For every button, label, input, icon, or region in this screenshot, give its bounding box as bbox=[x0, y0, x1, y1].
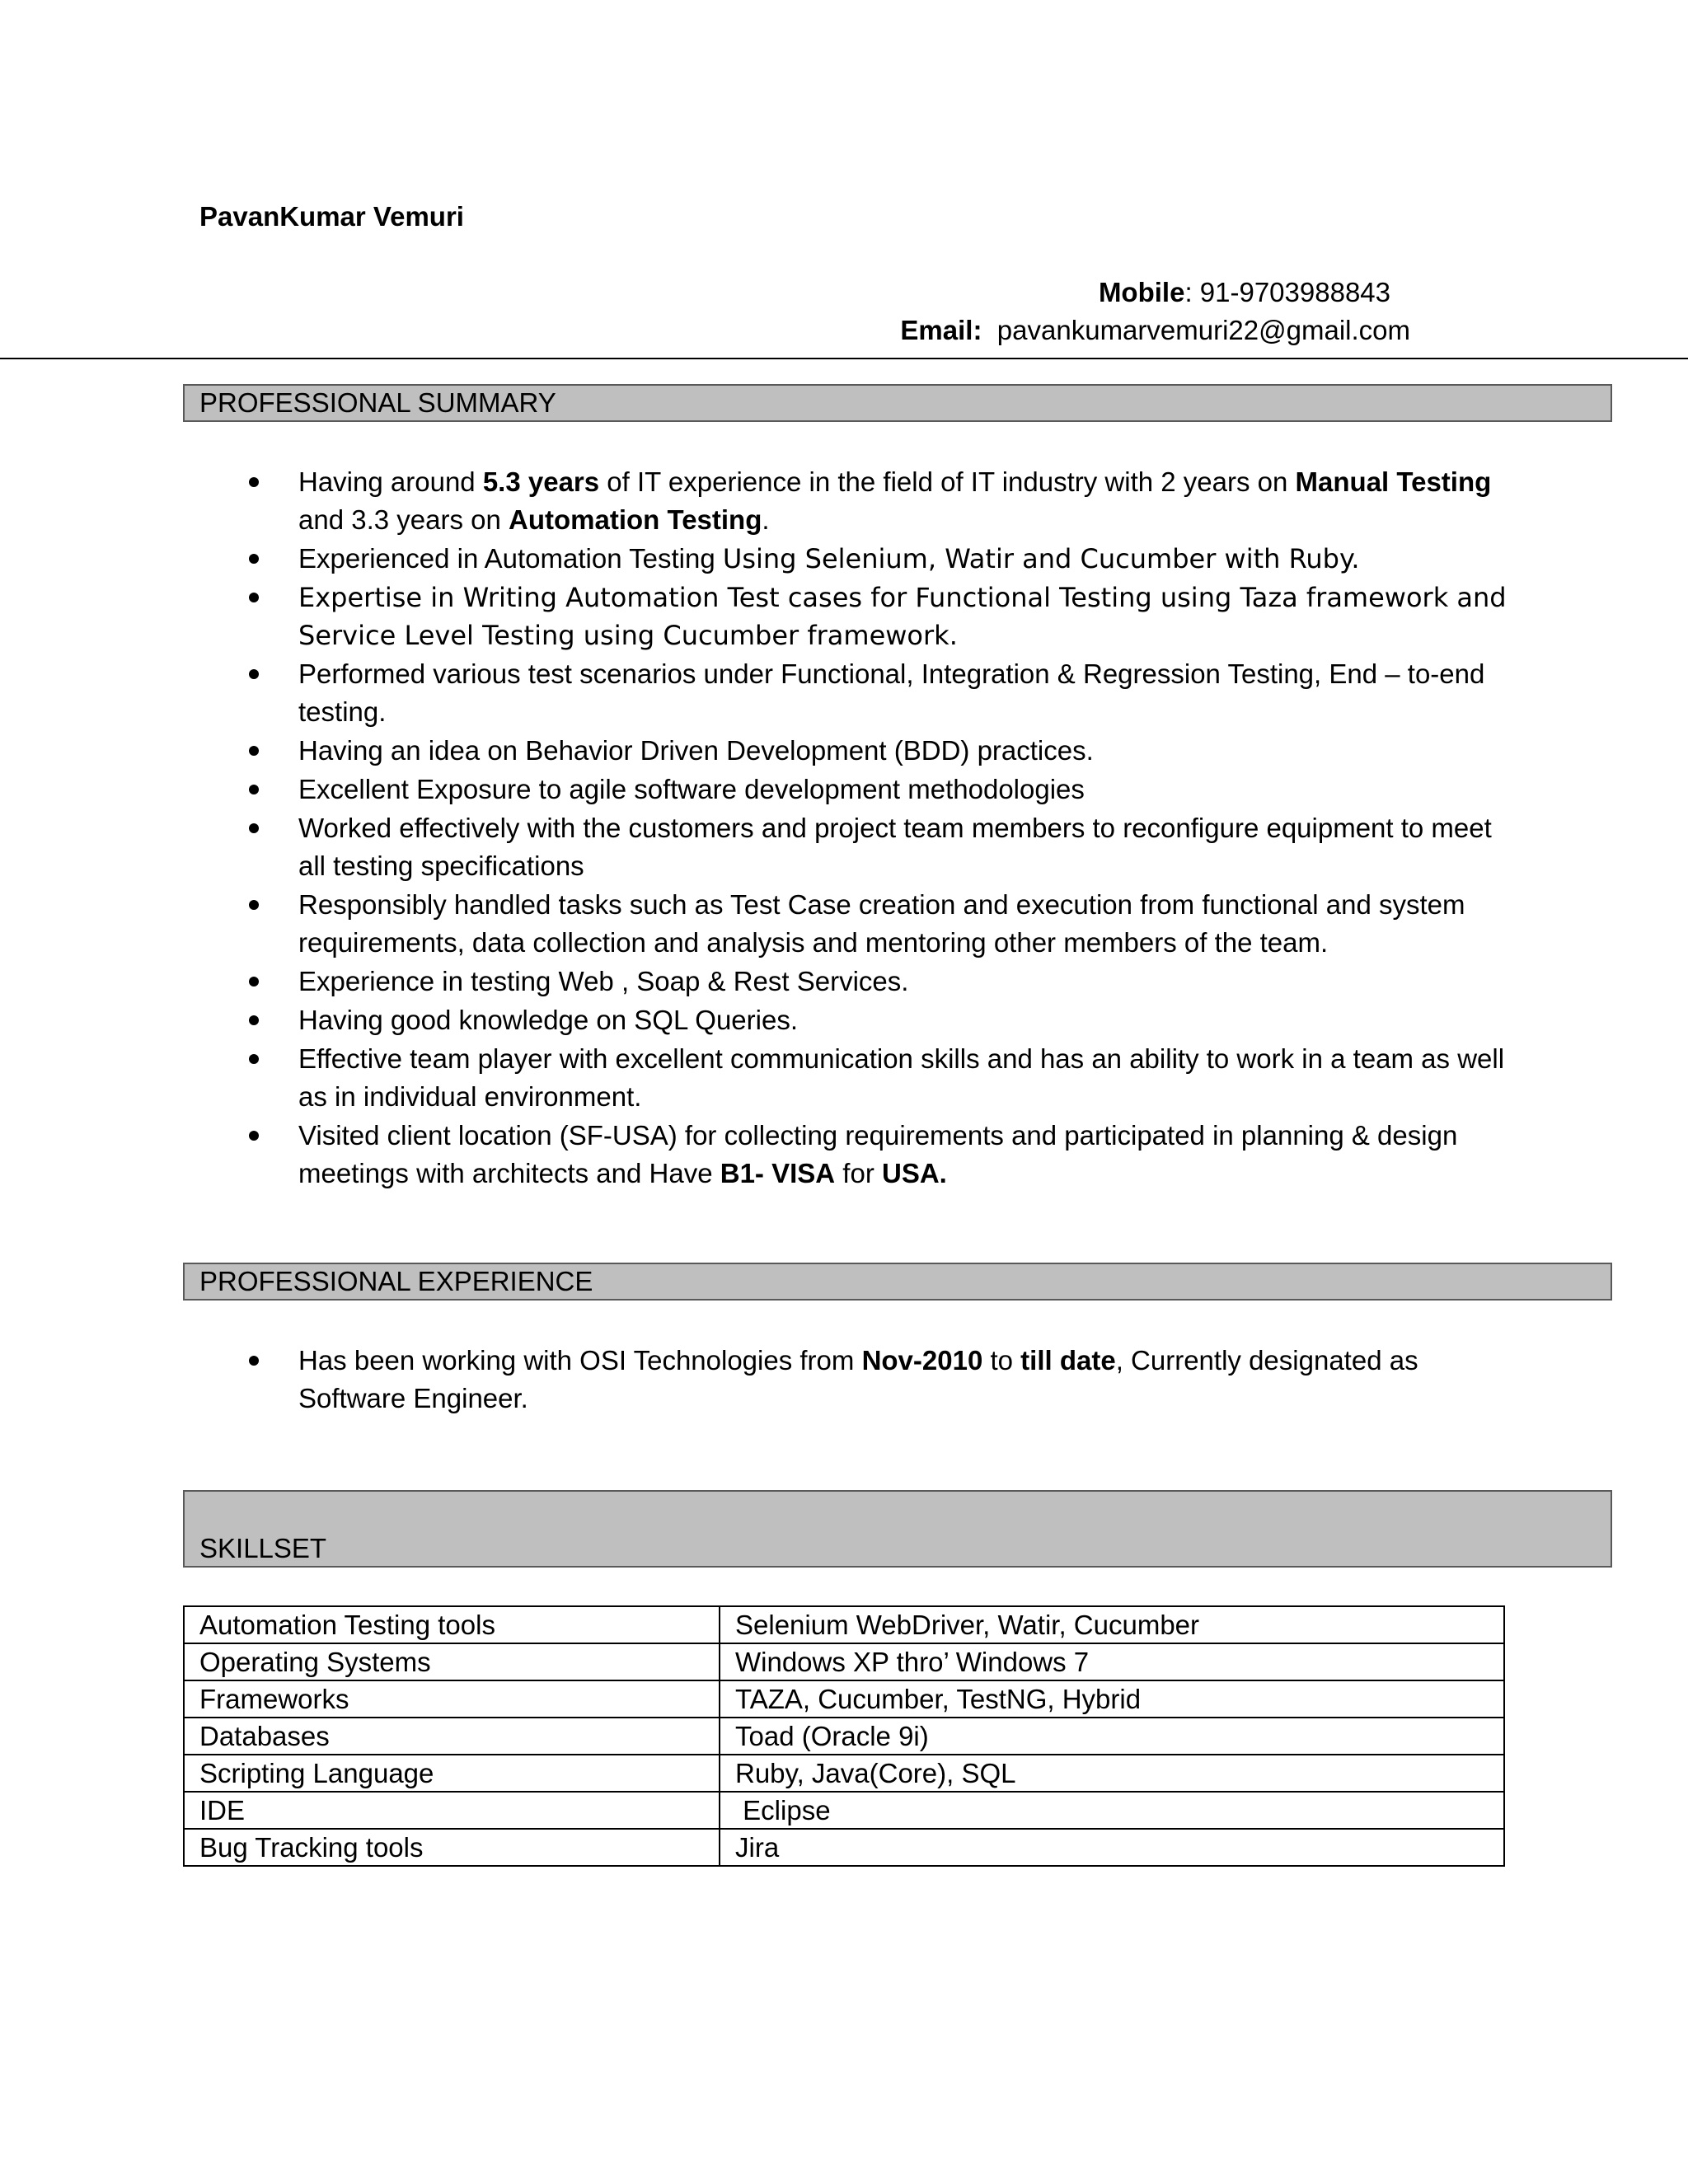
skill-value-cell: Selenium WebDriver, Watir, Cucumber bbox=[720, 1606, 1504, 1643]
table-row bbox=[184, 1792, 1504, 1829]
list-item bbox=[239, 1117, 1525, 1193]
list-item-text: Having an idea on Behavior Driven Development (BDD) practices. bbox=[298, 735, 1094, 766]
list-item bbox=[239, 1040, 1525, 1116]
list-item-text: Responsibly handled tasks such as Test Case creation and execution from functional and system requirements, data collection and analysis and mentoring other members of the team. bbox=[298, 889, 1465, 958]
list-item-text: of IT experience in the field of IT industry with 2 years on bbox=[599, 466, 1296, 497]
bullet-icon bbox=[249, 746, 259, 756]
skills-table bbox=[183, 1605, 1505, 1867]
skill-value-cell: TAZA, Cucumber, TestNG, Hybrid bbox=[720, 1680, 1504, 1718]
skill-category-cell: Bug Tracking tools bbox=[184, 1829, 720, 1866]
emphasis-text: B1- VISA bbox=[720, 1158, 836, 1188]
mobile-value: : 91-9703988843 bbox=[1184, 277, 1390, 307]
skill-value-cell: Jira bbox=[720, 1829, 1504, 1866]
skill-value-cell: Eclipse bbox=[720, 1792, 1504, 1829]
skill-category-cell: IDE bbox=[184, 1792, 720, 1829]
list-item-text: Excellent Exposure to agile software development methodologies bbox=[298, 774, 1085, 804]
skill-category-cell: Frameworks bbox=[184, 1680, 720, 1718]
bullet-icon bbox=[249, 785, 259, 794]
list-item-text: , Currently designated as Software Engineer. bbox=[298, 1345, 1418, 1413]
list-item-text: to bbox=[982, 1345, 1021, 1376]
bullet-icon bbox=[249, 669, 259, 679]
bullet-icon bbox=[249, 1356, 259, 1366]
list-item-text: Worked effectively with the customers and project team members to reconfigure equipment to meet all testing specifications bbox=[298, 813, 1492, 881]
table-row bbox=[184, 1829, 1504, 1866]
list-item bbox=[239, 463, 1525, 539]
list-item-text: Visited client location (SF-USA) for collecting requirements and participated in planning & design meetings with architects and Have bbox=[298, 1120, 1458, 1188]
contact-block bbox=[900, 274, 1410, 349]
list-item bbox=[239, 1001, 1525, 1039]
skill-value-cell: Ruby, Java(Core), SQL bbox=[720, 1755, 1504, 1792]
summary-list bbox=[239, 463, 1525, 1193]
bullet-icon bbox=[249, 1131, 259, 1141]
bullet-icon bbox=[249, 900, 259, 910]
emphasis-text: Manual Testing bbox=[1295, 466, 1492, 497]
list-item bbox=[239, 655, 1525, 731]
mobile-row bbox=[900, 274, 1390, 312]
list-item bbox=[239, 963, 1525, 1001]
email-row bbox=[900, 312, 1410, 349]
list-item bbox=[239, 1342, 1525, 1418]
list-item bbox=[239, 732, 1525, 770]
emphasis-text: till date bbox=[1020, 1345, 1116, 1376]
list-item-text: Experienced in Automation Testing bbox=[298, 543, 723, 574]
bullet-icon bbox=[249, 1015, 259, 1025]
list-item bbox=[239, 579, 1525, 654]
table-row bbox=[184, 1606, 1504, 1643]
emphasis-text: 5.3 years bbox=[482, 466, 600, 497]
mobile-label: Mobile bbox=[1098, 277, 1185, 307]
candidate-name: PavanKumar Vemuri bbox=[199, 201, 464, 232]
email-value: pavankumarvemuri22@gmail.com bbox=[982, 315, 1410, 345]
experience-list bbox=[239, 1342, 1525, 1418]
list-item-text: Performed various test scenarios under Functional, Integration & Regression Testing, End – to-end testing. bbox=[298, 658, 1485, 727]
list-item bbox=[239, 886, 1525, 962]
bullet-icon bbox=[249, 477, 259, 487]
table-row bbox=[184, 1718, 1504, 1755]
skill-category-cell: Operating Systems bbox=[184, 1643, 720, 1680]
skill-value-cell: Toad (Oracle 9i) bbox=[720, 1718, 1504, 1755]
list-item-text: Effective team player with excellent communication skills and has an ability to work in a team as well as in individual environment. bbox=[298, 1043, 1505, 1112]
header-divider bbox=[0, 358, 1688, 359]
list-item-text: Using Selenium, Watir and Cucumber with Ruby. bbox=[722, 543, 1360, 574]
bullet-icon bbox=[249, 1054, 259, 1064]
list-item bbox=[239, 540, 1525, 578]
bullet-icon bbox=[249, 554, 259, 564]
skill-value-cell: Windows XP thro’ Windows 7 bbox=[720, 1643, 1504, 1680]
list-item-text: Having around bbox=[298, 466, 483, 497]
emphasis-text: Automation Testing bbox=[509, 504, 762, 535]
bullet-icon bbox=[249, 823, 259, 833]
skill-category-cell: Databases bbox=[184, 1718, 720, 1755]
list-item-text: for bbox=[835, 1158, 882, 1188]
list-item-text: Experience in testing Web , Soap & Rest Services. bbox=[298, 966, 909, 996]
table-row bbox=[184, 1755, 1504, 1792]
list-item-text: and 3.3 years on bbox=[298, 504, 509, 535]
list-item bbox=[239, 809, 1525, 885]
section-header-professional-summary: PROFESSIONAL SUMMARY bbox=[183, 384, 1612, 422]
list-item-text: Having good knowledge on SQL Queries. bbox=[298, 1005, 798, 1035]
list-item-text: . bbox=[762, 504, 770, 535]
skill-category-cell: Scripting Language bbox=[184, 1755, 720, 1792]
section-header-skillset bbox=[183, 1490, 1612, 1568]
skillset-title: SKILLSET bbox=[199, 1533, 327, 1563]
email-label: Email: bbox=[900, 315, 982, 345]
list-item-text: Has been working with OSI Technologies from bbox=[298, 1345, 862, 1376]
table-row bbox=[184, 1680, 1504, 1718]
bullet-icon bbox=[249, 977, 259, 987]
list-item-text: Expertise in Writing Automation Test cases for Functional Testing using Taza framework and Service Level Testing using Cucumber framework. bbox=[298, 582, 1507, 651]
bullet-icon bbox=[249, 593, 259, 602]
list-item bbox=[239, 771, 1525, 808]
emphasis-text: Nov-2010 bbox=[861, 1345, 983, 1376]
emphasis-text: USA. bbox=[881, 1158, 947, 1188]
skill-category-cell: Automation Testing tools bbox=[184, 1606, 720, 1643]
section-header-professional-experience: PROFESSIONAL EXPERIENCE bbox=[183, 1263, 1612, 1301]
table-row bbox=[184, 1643, 1504, 1680]
